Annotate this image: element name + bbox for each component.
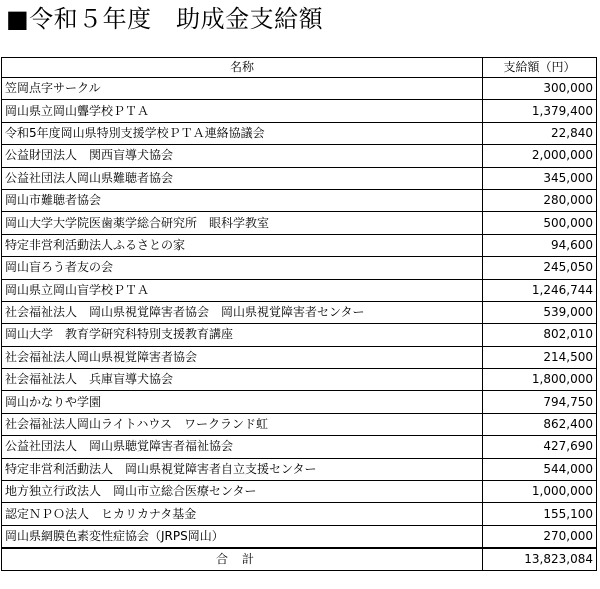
organization-name: 令和5年度岡山県特別支援学校ＰＴＡ連絡協議会: [2, 122, 483, 144]
table-body: [2, 78, 597, 549]
total-amount: 13,823,084: [483, 548, 597, 571]
grant-amount: 1,246,744: [483, 279, 597, 301]
table-row: [2, 145, 597, 167]
organization-name: 認定ＮＰＯ法人 ヒカリカナタ基金: [2, 503, 483, 525]
grant-amount: 802,010: [483, 324, 597, 346]
table-row: [2, 234, 597, 256]
table-row: [2, 257, 597, 279]
table-row: [2, 212, 597, 234]
organization-name: 笠岡点字サークル: [2, 78, 483, 100]
grant-amount: 1,379,400: [483, 100, 597, 122]
grant-amount: 345,000: [483, 167, 597, 189]
table-row: [2, 301, 597, 323]
organization-name: 岡山県網膜色素変性症協会（JRPS岡山）: [2, 525, 483, 548]
organization-name: 岡山県立岡山盲学校ＰＴＡ: [2, 279, 483, 301]
grant-amount: 1,000,000: [483, 481, 597, 503]
grant-amount: 155,100: [483, 503, 597, 525]
organization-name: 特定非営利活動法人 岡山県視覚障害者自立支援センター: [2, 458, 483, 480]
column-header-name: 名称: [2, 58, 483, 78]
grant-amount: 270,000: [483, 525, 597, 548]
table-row: [2, 122, 597, 144]
table-row: [2, 369, 597, 391]
page-title: ■令和５年度 助成金支給額: [6, 5, 324, 33]
total-label: 合計: [2, 548, 483, 571]
table-row: [2, 391, 597, 413]
grant-amount: 280,000: [483, 189, 597, 211]
organization-name: 公益財団法人 関西盲導犬協会: [2, 145, 483, 167]
table-row: [2, 458, 597, 480]
organization-name: 公益社団法人岡山県難聴者協会: [2, 167, 483, 189]
table-row: [2, 279, 597, 301]
table-row: [2, 525, 597, 548]
organization-name: 社会福祉法人 兵庫盲導犬協会: [2, 369, 483, 391]
table-row: [2, 189, 597, 211]
organization-name: 地方独立行政法人 岡山市立総合医療センター: [2, 481, 483, 503]
grant-amount: 794,750: [483, 391, 597, 413]
organization-name: 公益社団法人 岡山県聴覚障害者福祉協会: [2, 436, 483, 458]
column-header-amount: 支給額（円）: [483, 58, 597, 78]
table-row: [2, 413, 597, 435]
organization-name: 岡山大学大学院医歯薬学総合研究所 眼科学教室: [2, 212, 483, 234]
grant-amount: 245,050: [483, 257, 597, 279]
grant-table: [1, 57, 597, 571]
grant-amount: 500,000: [483, 212, 597, 234]
organization-name: 岡山盲ろう者友の会: [2, 257, 483, 279]
table-row: [2, 100, 597, 122]
grant-amount: 539,000: [483, 301, 597, 323]
table-row: [2, 436, 597, 458]
grant-amount: 94,600: [483, 234, 597, 256]
grant-amount: 214,500: [483, 346, 597, 368]
organization-name: 岡山市難聴者協会: [2, 189, 483, 211]
organization-name: 社会福祉法人岡山県視覚障害者協会: [2, 346, 483, 368]
table-header-row: [2, 58, 597, 78]
grant-amount: 22,840: [483, 122, 597, 144]
table-row: [2, 78, 597, 100]
table-row: [2, 324, 597, 346]
organization-name: 特定非営利活動法人ふるさとの家: [2, 234, 483, 256]
grant-amount: 2,000,000: [483, 145, 597, 167]
organization-name: 岡山かなりや学園: [2, 391, 483, 413]
organization-name: 岡山県立岡山聾学校ＰＴＡ: [2, 100, 483, 122]
organization-name: 社会福祉法人 岡山県視覚障害者協会 岡山県視覚障害者センター: [2, 301, 483, 323]
grant-amount: 300,000: [483, 78, 597, 100]
grant-amount: 544,000: [483, 458, 597, 480]
table-row: [2, 167, 597, 189]
table-row: [2, 503, 597, 525]
table-row: [2, 346, 597, 368]
organization-name: 社会福祉法人岡山ライトハウス ワークランド虹: [2, 413, 483, 435]
grant-amount: 427,690: [483, 436, 597, 458]
table-row: [2, 481, 597, 503]
total-row: [2, 548, 597, 571]
grant-amount: 862,400: [483, 413, 597, 435]
organization-name: 岡山大学 教育学研究科特別支援教育講座: [2, 324, 483, 346]
grant-amount: 1,800,000: [483, 369, 597, 391]
